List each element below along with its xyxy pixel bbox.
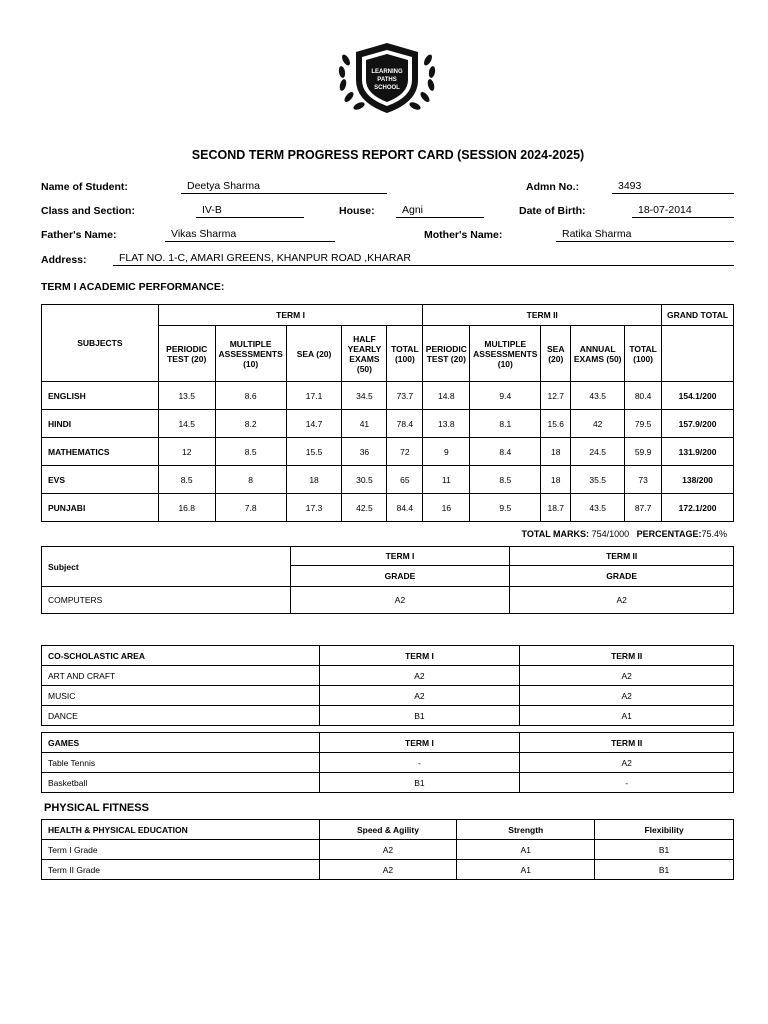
table-row (42, 686, 734, 706)
grade-cell: A2 (319, 686, 520, 706)
grade-cell: B1 (595, 840, 734, 860)
subject-cell: MATHEMATICS (42, 438, 159, 466)
term-grade-cell: Term II Grade (42, 860, 320, 880)
column-header: SEA (20) (541, 326, 571, 382)
address: FLAT NO. 1-C, AMARI GREENS, KHANPUR ROAD ,KHARAR (113, 252, 734, 266)
mark-cell: 73.7 (387, 382, 423, 410)
term2-header: TERM II (520, 646, 734, 666)
column-header: PERIODIC TEST (20) (423, 326, 470, 382)
mark-cell: 15.6 (541, 410, 571, 438)
coscholastic-table (41, 645, 734, 726)
report-title: SECOND TERM PROGRESS REPORT CARD (SESSION 2024-2025) (191, 148, 585, 162)
mark-cell: 13.5 (158, 382, 215, 410)
mark-cell: 13.8 (423, 410, 470, 438)
subject-cell: ENGLISH (42, 382, 159, 410)
grade-cell: A2 (319, 666, 520, 686)
total-marks-label: TOTAL MARKS: (521, 529, 590, 539)
term2-header: TERM II (520, 733, 734, 753)
table-row (42, 706, 734, 726)
column-header: MULTIPLE ASSESSMENTS (10) (215, 326, 286, 382)
fitness-col-header: Strength (457, 820, 595, 840)
mark-cell: 9.5 (470, 494, 541, 522)
subject-header: Subject (42, 547, 291, 587)
grade-cell: A2 (520, 686, 734, 706)
table-row (42, 773, 734, 793)
column-header: ANNUAL EXAMS (50) (571, 326, 625, 382)
term2-header: TERM II (423, 305, 662, 326)
grade-cell: A2 (520, 666, 734, 686)
computers-table (41, 546, 734, 614)
mark-cell: 8.5 (215, 438, 286, 466)
class-label: Class and Section: (41, 205, 135, 217)
mark-cell: 87.7 (625, 494, 662, 522)
table-row (42, 840, 734, 860)
admn-label: Admn No.: (526, 181, 580, 193)
physical-fitness-heading: PHYSICAL FITNESS (44, 802, 149, 814)
fitness-table (41, 819, 734, 880)
mark-cell: 8.2 (215, 410, 286, 438)
total-marks: 754/1000 (591, 529, 630, 539)
table-row (42, 466, 734, 494)
grand-total-cell: 172.1/200 (662, 494, 734, 522)
mark-cell: 18 (541, 466, 571, 494)
term2-header: TERM II (510, 547, 734, 566)
term1-header: TERM I (158, 305, 423, 326)
mark-cell: 80.4 (625, 382, 662, 410)
grade-cell: A2 (319, 840, 457, 860)
percentage: 75.4% (701, 529, 727, 539)
mark-cell: 43.5 (571, 494, 625, 522)
table-row (42, 753, 734, 773)
term-grade-cell: Term I Grade (42, 840, 320, 860)
table-row (42, 494, 734, 522)
mark-cell: 36 (342, 438, 387, 466)
column-header: SEA (20) (286, 326, 342, 382)
name-label: Name of Student: (41, 181, 128, 193)
mark-cell: 16 (423, 494, 470, 522)
mark-cell: 12 (158, 438, 215, 466)
grand-total-cell: 131.9/200 (662, 438, 734, 466)
mark-cell: 24.5 (571, 438, 625, 466)
admn-no: 3493 (612, 180, 734, 194)
student-name: Deetya Sharma (181, 180, 387, 194)
mark-cell: 35.5 (571, 466, 625, 494)
mark-cell: 16.8 (158, 494, 215, 522)
academic-table (41, 304, 734, 522)
grand-total-cell: 138/200 (662, 466, 734, 494)
table-row (42, 382, 734, 410)
grade-cell: A2 (520, 753, 734, 773)
mother-name: Ratika Sharma (556, 228, 734, 242)
table-row (42, 438, 734, 466)
table-row (42, 666, 734, 686)
term1-header: TERM I (319, 733, 520, 753)
mark-cell: 8 (215, 466, 286, 494)
academic-heading: TERM I ACADEMIC PERFORMANCE: (41, 281, 225, 293)
address-label: Address: (41, 254, 87, 266)
table-row (42, 860, 734, 880)
subjects-header: SUBJECTS (42, 305, 159, 382)
mark-cell: 14.5 (158, 410, 215, 438)
school-logo (332, 40, 442, 115)
mark-cell: 43.5 (571, 382, 625, 410)
column-header: TOTAL (100) (625, 326, 662, 382)
mark-cell: 84.4 (387, 494, 423, 522)
mother-label: Mother's Name: (424, 229, 503, 241)
mark-cell: 30.5 (342, 466, 387, 494)
grade-header: GRADE (510, 566, 734, 587)
grand-total-cell: 157.9/200 (662, 410, 734, 438)
father-label: Father's Name: (41, 229, 117, 241)
totals-line (420, 529, 727, 539)
grade-cell: - (319, 753, 520, 773)
grade-header: GRADE (290, 566, 510, 587)
mark-cell: 8.1 (470, 410, 541, 438)
fitness-header: HEALTH & PHYSICAL EDUCATION (42, 820, 320, 840)
grade-cell: A1 (520, 706, 734, 726)
activity-cell: MUSIC (42, 686, 320, 706)
mark-cell: 12.7 (541, 382, 571, 410)
svg-text:SCHOOL: SCHOOL (374, 85, 400, 91)
mark-cell: 9 (423, 438, 470, 466)
grand-total-header: GRAND TOTAL (662, 305, 734, 326)
mark-cell: 8.6 (215, 382, 286, 410)
mark-cell: 17.3 (286, 494, 342, 522)
dob-label: Date of Birth: (519, 205, 586, 217)
grand-total-cell: 154.1/200 (662, 382, 734, 410)
grade-cell: B1 (319, 706, 520, 726)
activity-cell: Table Tennis (42, 753, 320, 773)
fitness-col-header: Speed & Agility (319, 820, 457, 840)
subject-cell: PUNJABI (42, 494, 159, 522)
term1-header: TERM I (319, 646, 520, 666)
mark-cell: 72 (387, 438, 423, 466)
term1-header: TERM I (290, 547, 510, 566)
grade-cell: A1 (457, 840, 595, 860)
activity-cell: DANCE (42, 706, 320, 726)
mark-cell: 73 (625, 466, 662, 494)
class-section: IV-B (196, 204, 304, 218)
grade-cell: A2 (319, 860, 457, 880)
mark-cell: 14.8 (423, 382, 470, 410)
svg-text:LEARNING: LEARNING (371, 69, 403, 75)
mark-cell: 18 (286, 466, 342, 494)
date-of-birth: 18-07-2014 (632, 204, 734, 218)
mark-cell: 79.5 (625, 410, 662, 438)
mark-cell: 18 (541, 438, 571, 466)
percentage-label: PERCENTAGE: (636, 529, 702, 539)
activity-cell: Basketball (42, 773, 320, 793)
house: Agni (396, 204, 484, 218)
subject-cell: EVS (42, 466, 159, 494)
subject-cell: HINDI (42, 410, 159, 438)
column-header: HALF YEARLY EXAMS (50) (342, 326, 387, 382)
column-header: MULTIPLE ASSESSMENTS (10) (470, 326, 541, 382)
grade-cell: A1 (457, 860, 595, 880)
mark-cell: 34.5 (342, 382, 387, 410)
mark-cell: 42.5 (342, 494, 387, 522)
mark-cell: 42 (571, 410, 625, 438)
grade-cell: B1 (595, 860, 734, 880)
mark-cell: 15.5 (286, 438, 342, 466)
svg-text:PATHS: PATHS (377, 77, 397, 83)
grade-cell: - (520, 773, 734, 793)
mark-cell: 59.9 (625, 438, 662, 466)
games-table (41, 732, 734, 793)
table-row (42, 410, 734, 438)
coscholastic-header: CO-SCHOLASTIC AREA (42, 646, 320, 666)
mark-cell: 14.7 (286, 410, 342, 438)
mark-cell: 8.4 (470, 438, 541, 466)
mark-cell: 7.8 (215, 494, 286, 522)
mark-cell: 65 (387, 466, 423, 494)
games-header: GAMES (42, 733, 320, 753)
mark-cell: 9.4 (470, 382, 541, 410)
grade-cell: A2 (510, 587, 734, 614)
mark-cell: 11 (423, 466, 470, 494)
column-header: TOTAL (100) (387, 326, 423, 382)
mark-cell: 17.1 (286, 382, 342, 410)
mark-cell: 78.4 (387, 410, 423, 438)
mark-cell: 8.5 (158, 466, 215, 494)
mark-cell: 8.5 (470, 466, 541, 494)
mark-cell: 18.7 (541, 494, 571, 522)
fitness-col-header: Flexibility (595, 820, 734, 840)
mark-cell: 41 (342, 410, 387, 438)
father-name: Vikas Sharma (165, 228, 335, 242)
grade-cell: A2 (290, 587, 510, 614)
column-header: PERIODIC TEST (20) (158, 326, 215, 382)
activity-cell: ART AND CRAFT (42, 666, 320, 686)
house-label: House: (339, 205, 375, 217)
grade-cell: B1 (319, 773, 520, 793)
subject-cell: COMPUTERS (42, 587, 291, 614)
